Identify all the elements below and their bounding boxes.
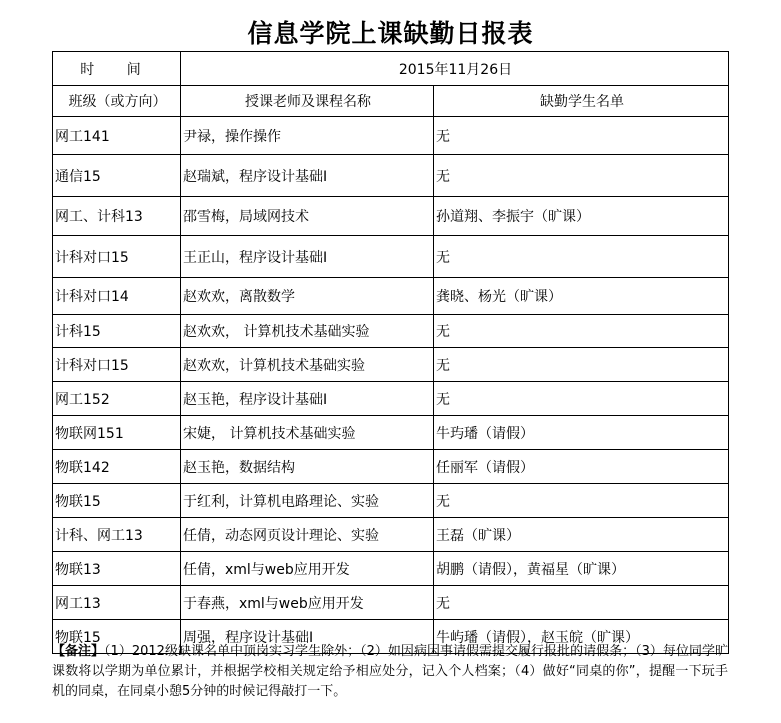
cell-absent: 无 [434,236,729,278]
report-date: 2015年11月26日 [181,52,729,86]
notes-text: （1）2012级缺课名单中顶岗实习学生除外；（2）如因病因事请假需提交履行报批的请假条；（3）每位同学旷课数将以学期为单位累计，并根据学校相关规定给予相应处分，记入个人档案；（4）做好“同桌的你”，提醒一下玩手机的同桌，在同桌小憩5分钟的时候记得敲打一下。 [52,644,728,699]
table-row [53,155,729,197]
absence-table [52,51,729,654]
cell-absent: 无 [434,586,729,620]
cell-absent: 王磊（旷课） [434,518,729,552]
table-row [53,382,729,416]
cell-class: 通信15 [53,155,181,197]
cell-class: 计科对口14 [53,278,181,315]
cell-class: 物联网151 [53,416,181,450]
cell-teacher-course: 赵欢欢， 计算机技术基础实验 [181,315,434,348]
table-row [53,552,729,586]
cell-absent: 无 [434,155,729,197]
cell-teacher-course: 赵玉艳，程序设计基础I [181,382,434,416]
cell-absent: 无 [434,382,729,416]
table-row [53,484,729,518]
report-title: 信息学院上课缺勤日报表 [247,19,534,48]
cell-class: 计科对口15 [53,348,181,382]
table-row [53,315,729,348]
table-row [53,348,729,382]
table-row [53,236,729,278]
cell-absent: 任丽军（请假） [434,450,729,484]
cell-teacher-course: 王正山，程序设计基础I [181,236,434,278]
cell-absent: 龚晓、杨光（旷课） [434,278,729,315]
cell-absent: 无 [434,484,729,518]
cell-class: 物联15 [53,620,181,654]
table-row [53,197,729,236]
cell-class: 物联15 [53,484,181,518]
cell-class: 网工152 [53,382,181,416]
time-label: 时 间 [53,52,181,86]
cell-teacher-course: 赵玉艳，数据结构 [181,450,434,484]
cell-absent: 牛玙璠（请假） [434,416,729,450]
cell-class: 计科、网工13 [53,518,181,552]
cell-absent: 胡鹏（请假），黄福星（旷课） [434,552,729,586]
cell-teacher-course: 赵欢欢，计算机技术基础实验 [181,348,434,382]
cell-teacher-course: 宋婕， 计算机技术基础实验 [181,416,434,450]
cell-teacher-course: 邵雪梅，局域网技术 [181,197,434,236]
cell-teacher-course: 赵瑞斌，程序设计基础I [181,155,434,197]
cell-class: 计科15 [53,315,181,348]
cell-absent: 孙道翔、李振宇（旷课） [434,197,729,236]
cell-absent: 牛屿璠（请假），赵玉皖（旷课） [434,620,729,654]
table-row [53,518,729,552]
table-row [53,416,729,450]
time-row [53,52,729,86]
cell-teacher-course: 于红利，计算机电路理论、实验 [181,484,434,518]
cell-teacher-course: 尹禄，操作操作 [181,117,434,155]
cell-absent: 无 [434,348,729,382]
cell-class: 网工141 [53,117,181,155]
notes [52,642,728,702]
cell-class: 物联13 [53,552,181,586]
notes-tag: 【备注】 [52,644,105,659]
cell-absent: 无 [434,117,729,155]
table-row [53,586,729,620]
cell-class: 网工13 [53,586,181,620]
header-absent: 缺勤学生名单 [434,86,729,117]
cell-teacher-course: 赵欢欢，离散数学 [181,278,434,315]
header-class: 班级（或方向） [53,86,181,117]
cell-teacher-course: 于春燕，xml与web应用开发 [181,586,434,620]
cell-teacher-course: 任倩，动态网页设计理论、实验 [181,518,434,552]
cell-class: 物联142 [53,450,181,484]
table-row [53,450,729,484]
cell-absent: 无 [434,315,729,348]
cell-class: 网工、计科13 [53,197,181,236]
header-row [53,86,729,117]
cell-teacher-course: 周强，程序设计基础I [181,620,434,654]
table-row [53,278,729,315]
cell-class: 计科对口15 [53,236,181,278]
header-teacher-course: 授课老师及课程名称 [181,86,434,117]
table-row [53,117,729,155]
cell-teacher-course: 任倩，xml与web应用开发 [181,552,434,586]
